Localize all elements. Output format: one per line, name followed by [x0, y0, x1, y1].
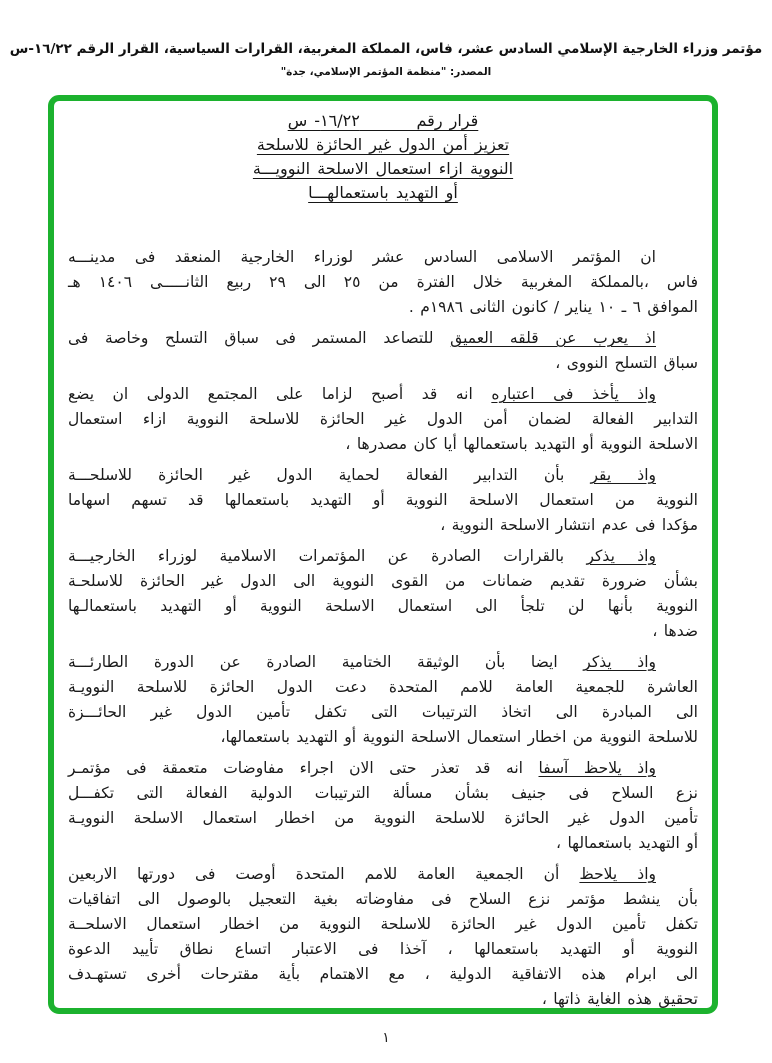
- body-line: الاسلحة النووية أو التهديد باستعمالها أيا كان مصدرها ،: [345, 435, 698, 453]
- body-line: مؤكدا فى عدم انتشار الاسلحة النووية ،: [440, 516, 698, 534]
- body-line: الموافق ٦ ـ ١٠ يناير / كانون الثانى ١٩٨٦م .: [408, 298, 698, 316]
- underlined-lead: واذ يلاحظ آسفا: [538, 759, 656, 777]
- body-line: الى ابرام هذه الاتفاقية الدولية ، مع الاهتمام بأية مقترحات أخرى تستهـدف: [68, 965, 698, 983]
- body-line: بأن ينشط مؤتمر نزع السلاح فى مفاوضاته بغية التعجيل بالوصول الى اتفاقيات: [68, 890, 698, 908]
- paragraph: [68, 650, 698, 750]
- body-line: تأمين الدول غير الحائزة للاسلحة النووية من اخطار استعمال الاسلحة النوويـة: [68, 809, 698, 827]
- paragraph: [68, 544, 698, 644]
- underlined-lead: واذ يذكر: [583, 653, 656, 671]
- body-line: واذ يأخذ فى اعتباره انه قد أصبح لزاما على المجتمع الدولى ان يضع: [68, 385, 657, 403]
- resolution-title-block: [68, 109, 698, 205]
- body-line: العاشرة للجمعية العامة للامم المتحدة دعت الدول الحائزة للاسلحة النوويـة: [68, 678, 698, 696]
- paragraph: [68, 245, 698, 320]
- body-line: تكفل تأمين الدول غير الحائزة للاسلحة النووية من اخطار استعمال الاسلحــة: [68, 915, 698, 933]
- body-line: التدابير الفعالة لضمان أمن الدول غير الحائزة للاسلحة النووية ازاء استعمال: [68, 410, 698, 428]
- body-line: النووية بأنها لن تلجأ الى استعمال الاسلحة النووية أو التهديد باستعمالـها: [68, 597, 698, 615]
- body-line: الى المبادرة الى اتخاذ الترتيبات التى تكفل تأمين الدول غير الحائـــزة: [68, 703, 698, 721]
- title-line: تعزيز أمن الدول غير الحائزة للاسلحة: [256, 135, 510, 154]
- source-line: [0, 66, 772, 78]
- paragraph: [68, 463, 698, 538]
- paragraph: [68, 756, 698, 856]
- body-line: واذ يقر بأن التدابير الفعالة لحماية الدول غير الحائزة للاسلحـــة: [68, 466, 657, 484]
- paragraph: [68, 326, 698, 376]
- source-value: "منظمة المؤتمر الإسلامي، جدة": [280, 66, 447, 78]
- body-line: واذ يلاحظ آسفا انه قد تعذر حتى الان اجراء مفاوضات متعمقة فى مؤتمـر: [68, 759, 656, 777]
- title-line: النووية ازاء استعمال الاسلحة النوويـــة: [252, 159, 514, 178]
- paragraph: [68, 382, 698, 457]
- body-line: سباق التسلح النووى ،: [555, 354, 698, 372]
- underlined-lead: اذ يعرب عن قلقه العميق: [450, 329, 656, 347]
- underlined-lead: واذ يذكر: [586, 547, 656, 565]
- body-line: النووية من استعمال الاسلحة النووية أو التهديد باستعمالها قد تسهم اسهاما: [68, 491, 698, 509]
- page-number: ١: [382, 1030, 390, 1046]
- resolution-box: [48, 95, 718, 1014]
- body-line: واذ يذكر بالقرارات الصادرة عن المؤتمرات الاسلامية لوزراء الخارجيـــة: [68, 547, 656, 565]
- title-line: قرار رقم ١٦/٢٢- س: [287, 111, 479, 130]
- body-line: تحقيق هذه الغاية ذاتها ،: [541, 990, 698, 1008]
- underlined-lead: واذ يلاحظ: [579, 865, 656, 883]
- underlined-lead: واذ يقر: [590, 466, 657, 484]
- body-line: ضدها ،: [652, 622, 698, 640]
- body-line: واذ يذكر ايضا بأن الوثيقة الختامية الصادرة عن الدورة الطارئـــة: [68, 653, 656, 671]
- source-label: المصدر:: [450, 66, 492, 78]
- body-line: نزع السلاح فى جنيف بشأن مسألة الترتيبات الدولية الفعالة التى تكفـــل: [68, 784, 698, 802]
- body-line: واذ يلاحظ أن الجمعية العامة للامم المتحدة أوصت فى دورتها الاربعين: [68, 865, 656, 883]
- catalog-header: مؤتمر وزراء الخارجية الإسلامي السادس عشر، فاس، المملكة المغربية، القرارات السياسية، القرار الرقم ١٦/٢٢-س: [9, 41, 763, 57]
- body-line: فاس ،بالمملكة المغربية خلال الفترة من ٢٥ الى ٢٩ ربيع الثانـــــى ١٤٠٦ هـ: [68, 273, 698, 291]
- body-line: أو التهديد باستعمالها ،: [556, 834, 698, 852]
- title-line: أو التهديد باستعمالهـــا: [308, 183, 458, 202]
- body-line: ان المؤتمر الاسلامى السادس عشر لوزراء الخارجية المنعقد فى مدينـــه: [68, 248, 656, 266]
- resolution-body: [68, 245, 698, 1012]
- body-line: للاسلحة النووية من اخطار استعمال الاسلحة النووية أو التهديد باستعمالها،: [220, 728, 698, 746]
- paragraph: [68, 862, 698, 1012]
- underlined-lead: واذ يأخذ فى اعتباره: [491, 385, 657, 403]
- body-line: النووية أو التهديد باستعمالها ، آخذا فى الاعتبار اتساع نطاق تأييد الدعوة: [68, 940, 698, 958]
- body-line: بشأن ضرورة تقديم ضمانات من القوى النووية الى الدول غير الحائزة للاسلحـة: [68, 572, 698, 590]
- body-line: اذ يعرب عن قلقه العميق للتصاعد المستمر فى سباق التسلح وخاصة فى: [68, 329, 656, 347]
